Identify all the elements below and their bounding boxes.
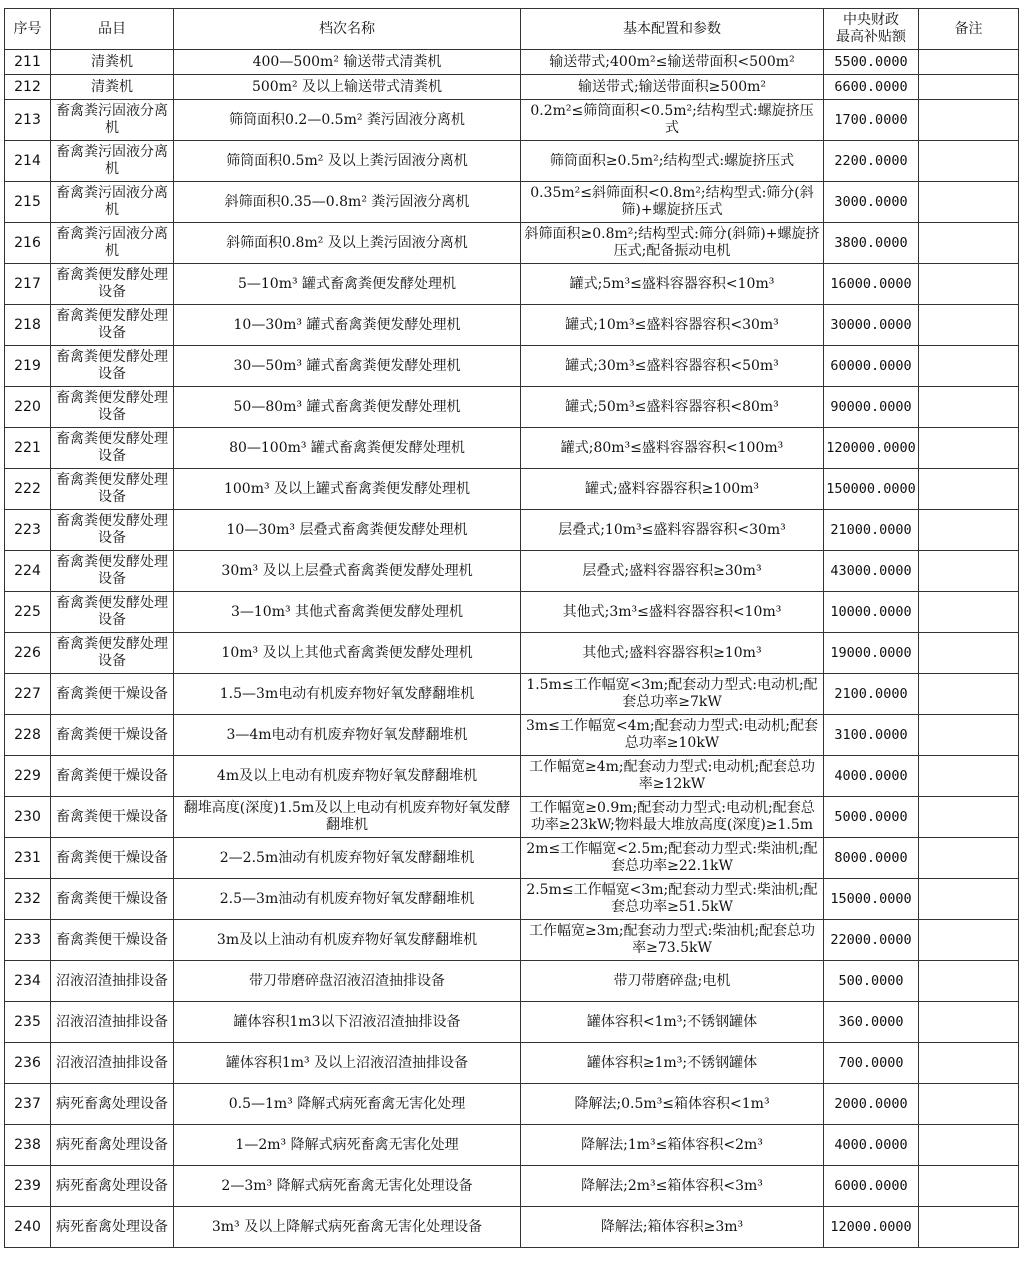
row-grade: 翻堆高度(深度)1.5m及以上电动有机废弃物好氧发酵翻堆机 bbox=[174, 797, 521, 838]
row-remark bbox=[919, 428, 1019, 469]
row-subsidy-amount: 500.0000 bbox=[824, 961, 919, 1002]
row-spec: 工作幅宽≥3m;配套动力型式:柴油机;配套总功率≥73.5kW bbox=[521, 920, 824, 961]
row-spec: 层叠式;盛料容器容积≥30m³ bbox=[521, 551, 824, 592]
row-seq: 219 bbox=[5, 346, 51, 387]
row-remark bbox=[919, 1166, 1019, 1207]
row-subsidy-amount: 16000.0000 bbox=[824, 264, 919, 305]
row-subsidy-amount: 21000.0000 bbox=[824, 510, 919, 551]
row-grade: 2.5—3m油动有机废弃物好氧发酵翻堆机 bbox=[174, 879, 521, 920]
row-spec: 降解法;2m³≤箱体容积<3m³ bbox=[521, 1166, 824, 1207]
row-item: 畜禽粪便干燥设备 bbox=[51, 879, 174, 920]
row-remark bbox=[919, 1002, 1019, 1043]
row-grade: 3—10m³ 其他式畜禽粪便发酵处理机 bbox=[174, 592, 521, 633]
table-row bbox=[5, 75, 1019, 100]
row-seq: 227 bbox=[5, 674, 51, 715]
row-item: 畜禽粪便干燥设备 bbox=[51, 797, 174, 838]
table-row bbox=[5, 674, 1019, 715]
row-item: 畜禽粪便发酵处理设备 bbox=[51, 305, 174, 346]
row-subsidy-amount: 12000.0000 bbox=[824, 1207, 919, 1248]
row-item: 畜禽粪便干燥设备 bbox=[51, 838, 174, 879]
row-grade: 2—3m³ 降解式病死畜禽无害化处理设备 bbox=[174, 1166, 521, 1207]
row-spec: 其他式;3m³≤盛料容器容积<10m³ bbox=[521, 592, 824, 633]
row-spec: 2m≤工作幅宽<2.5m;配套动力型式:柴油机;配套总功率≥22.1kW bbox=[521, 838, 824, 879]
row-subsidy-amount: 22000.0000 bbox=[824, 920, 919, 961]
row-seq: 239 bbox=[5, 1166, 51, 1207]
row-subsidy-amount: 19000.0000 bbox=[824, 633, 919, 674]
row-remark bbox=[919, 510, 1019, 551]
row-seq: 221 bbox=[5, 428, 51, 469]
row-spec: 罐式;盛料容器容积≥100m³ bbox=[521, 469, 824, 510]
row-remark bbox=[919, 920, 1019, 961]
row-subsidy-amount: 360.0000 bbox=[824, 1002, 919, 1043]
row-grade: 500m² 及以上输送带式清粪机 bbox=[174, 75, 521, 100]
row-grade: 带刀带磨碎盘沼液沼渣抽排设备 bbox=[174, 961, 521, 1002]
row-grade: 10m³ 及以上其他式畜禽粪便发酵处理机 bbox=[174, 633, 521, 674]
row-item: 沼液沼渣抽排设备 bbox=[51, 1043, 174, 1084]
row-remark bbox=[919, 715, 1019, 756]
row-grade: 3m³ 及以上降解式病死畜禽无害化处理设备 bbox=[174, 1207, 521, 1248]
row-item: 畜禽粪便发酵处理设备 bbox=[51, 428, 174, 469]
table-row bbox=[5, 469, 1019, 510]
header-spec: 基本配置和参数 bbox=[521, 9, 824, 50]
row-grade: 30m³ 及以上层叠式畜禽粪便发酵处理机 bbox=[174, 551, 521, 592]
table-row bbox=[5, 346, 1019, 387]
row-spec: 降解法;箱体容积≥3m³ bbox=[521, 1207, 824, 1248]
table-row bbox=[5, 961, 1019, 1002]
table-row bbox=[5, 100, 1019, 141]
header-subsidy bbox=[824, 9, 919, 50]
row-seq: 231 bbox=[5, 838, 51, 879]
row-spec: 罐式;5m³≤盛料容器容积<10m³ bbox=[521, 264, 824, 305]
row-subsidy-amount: 5000.0000 bbox=[824, 797, 919, 838]
row-subsidy-amount: 700.0000 bbox=[824, 1043, 919, 1084]
row-subsidy-amount: 10000.0000 bbox=[824, 592, 919, 633]
row-grade: 400—500m² 输送带式清粪机 bbox=[174, 50, 521, 75]
table-row bbox=[5, 264, 1019, 305]
table-row bbox=[5, 510, 1019, 551]
table-row bbox=[5, 920, 1019, 961]
row-item: 沼液沼渣抽排设备 bbox=[51, 1002, 174, 1043]
table-row bbox=[5, 838, 1019, 879]
row-grade: 4m及以上电动有机废弃物好氧发酵翻堆机 bbox=[174, 756, 521, 797]
row-remark bbox=[919, 100, 1019, 141]
row-remark bbox=[919, 838, 1019, 879]
row-spec: 3m≤工作幅宽<4m;配套动力型式:电动机;配套总功率≥10kW bbox=[521, 715, 824, 756]
header-row bbox=[5, 9, 1019, 50]
row-spec: 2.5m≤工作幅宽<3m;配套动力型式:柴油机;配套总功率≥51.5kW bbox=[521, 879, 824, 920]
header-seq: 序号 bbox=[5, 9, 51, 50]
row-seq: 222 bbox=[5, 469, 51, 510]
row-spec: 罐体容积<1m³;不锈钢罐体 bbox=[521, 1002, 824, 1043]
row-spec: 工作幅宽≥0.9m;配套动力型式:电动机;配套总功率≥23kW;物料最大堆放高度(深度)≥1.5m bbox=[521, 797, 824, 838]
row-subsidy-amount: 4000.0000 bbox=[824, 1125, 919, 1166]
row-remark bbox=[919, 141, 1019, 182]
row-seq: 228 bbox=[5, 715, 51, 756]
row-grade: 80—100m³ 罐式畜禽粪便发酵处理机 bbox=[174, 428, 521, 469]
row-grade: 2—2.5m油动有机废弃物好氧发酵翻堆机 bbox=[174, 838, 521, 879]
row-subsidy-amount: 4000.0000 bbox=[824, 756, 919, 797]
row-item: 畜禽粪污固液分离机 bbox=[51, 141, 174, 182]
row-subsidy-amount: 2100.0000 bbox=[824, 674, 919, 715]
row-remark bbox=[919, 223, 1019, 264]
row-seq: 234 bbox=[5, 961, 51, 1002]
row-subsidy-amount: 15000.0000 bbox=[824, 879, 919, 920]
table-row bbox=[5, 1084, 1019, 1125]
row-grade: 1.5—3m电动有机废弃物好氧发酵翻堆机 bbox=[174, 674, 521, 715]
row-item: 病死畜禽处理设备 bbox=[51, 1125, 174, 1166]
row-subsidy-amount: 8000.0000 bbox=[824, 838, 919, 879]
header-subsidy-line1: 中央财政 bbox=[843, 12, 899, 28]
row-remark bbox=[919, 797, 1019, 838]
row-subsidy-amount: 6600.0000 bbox=[824, 75, 919, 100]
row-spec: 罐体容积≥1m³;不锈钢罐体 bbox=[521, 1043, 824, 1084]
row-seq: 230 bbox=[5, 797, 51, 838]
table-row bbox=[5, 182, 1019, 223]
row-grade: 罐体容积1m³ 及以上沼液沼渣抽排设备 bbox=[174, 1043, 521, 1084]
row-seq: 238 bbox=[5, 1125, 51, 1166]
row-item: 清粪机 bbox=[51, 75, 174, 100]
row-spec: 罐式;80m³≤盛料容器容积<100m³ bbox=[521, 428, 824, 469]
row-subsidy-amount: 60000.0000 bbox=[824, 346, 919, 387]
row-seq: 215 bbox=[5, 182, 51, 223]
row-subsidy-amount: 90000.0000 bbox=[824, 387, 919, 428]
row-item: 畜禽粪便发酵处理设备 bbox=[51, 592, 174, 633]
row-seq: 225 bbox=[5, 592, 51, 633]
table-row bbox=[5, 551, 1019, 592]
row-seq: 220 bbox=[5, 387, 51, 428]
table-row bbox=[5, 715, 1019, 756]
row-subsidy-amount: 3000.0000 bbox=[824, 182, 919, 223]
row-spec: 0.35m²≤斜筛面积<0.8m²;结构型式:筛分(斜筛)+螺旋挤压式 bbox=[521, 182, 824, 223]
table-row bbox=[5, 1166, 1019, 1207]
row-spec: 输送带式;输送带面积≥500m² bbox=[521, 75, 824, 100]
row-seq: 233 bbox=[5, 920, 51, 961]
table-row bbox=[5, 1002, 1019, 1043]
row-seq: 216 bbox=[5, 223, 51, 264]
row-grade: 0.5—1m³ 降解式病死畜禽无害化处理 bbox=[174, 1084, 521, 1125]
row-grade: 10—30m³ 层叠式畜禽粪便发酵处理机 bbox=[174, 510, 521, 551]
row-grade: 50—80m³ 罐式畜禽粪便发酵处理机 bbox=[174, 387, 521, 428]
table-row bbox=[5, 223, 1019, 264]
row-seq: 237 bbox=[5, 1084, 51, 1125]
row-seq: 213 bbox=[5, 100, 51, 141]
row-remark bbox=[919, 50, 1019, 75]
row-grade: 5—10m³ 罐式畜禽粪便发酵处理机 bbox=[174, 264, 521, 305]
table-body bbox=[5, 50, 1019, 1248]
header-subsidy-line2: 最高补贴额 bbox=[836, 29, 906, 45]
row-item: 畜禽粪便发酵处理设备 bbox=[51, 469, 174, 510]
row-seq: 235 bbox=[5, 1002, 51, 1043]
table-row bbox=[5, 50, 1019, 75]
row-subsidy-amount: 2200.0000 bbox=[824, 141, 919, 182]
row-item: 畜禽粪便发酵处理设备 bbox=[51, 510, 174, 551]
row-subsidy-amount: 150000.0000 bbox=[824, 469, 919, 510]
row-remark bbox=[919, 961, 1019, 1002]
row-remark bbox=[919, 756, 1019, 797]
header-grade: 档次名称 bbox=[174, 9, 521, 50]
table-row bbox=[5, 879, 1019, 920]
row-spec: 1.5m≤工作幅宽<3m;配套动力型式:电动机;配套总功率≥7kW bbox=[521, 674, 824, 715]
header-item: 品目 bbox=[51, 9, 174, 50]
row-grade: 筛筒面积0.5m² 及以上粪污固液分离机 bbox=[174, 141, 521, 182]
row-remark bbox=[919, 305, 1019, 346]
row-grade: 筛筒面积0.2—0.5m² 粪污固液分离机 bbox=[174, 100, 521, 141]
table-header bbox=[5, 9, 1019, 50]
table-row bbox=[5, 756, 1019, 797]
row-grade: 1—2m³ 降解式病死畜禽无害化处理 bbox=[174, 1125, 521, 1166]
table-row bbox=[5, 1125, 1019, 1166]
row-subsidy-amount: 3100.0000 bbox=[824, 715, 919, 756]
row-spec: 工作幅宽≥4m;配套动力型式:电动机;配套总功率≥12kW bbox=[521, 756, 824, 797]
row-seq: 211 bbox=[5, 50, 51, 75]
row-subsidy-amount: 120000.0000 bbox=[824, 428, 919, 469]
row-item: 畜禽粪便发酵处理设备 bbox=[51, 264, 174, 305]
row-item: 畜禽粪便发酵处理设备 bbox=[51, 346, 174, 387]
row-remark bbox=[919, 1043, 1019, 1084]
row-grade: 3m及以上油动有机废弃物好氧发酵翻堆机 bbox=[174, 920, 521, 961]
row-seq: 223 bbox=[5, 510, 51, 551]
row-spec: 罐式;50m³≤盛料容器容积<80m³ bbox=[521, 387, 824, 428]
row-grade: 斜筛面积0.35—0.8m² 粪污固液分离机 bbox=[174, 182, 521, 223]
row-item: 清粪机 bbox=[51, 50, 174, 75]
row-subsidy-amount: 30000.0000 bbox=[824, 305, 919, 346]
row-seq: 214 bbox=[5, 141, 51, 182]
row-item: 畜禽粪便干燥设备 bbox=[51, 674, 174, 715]
row-seq: 217 bbox=[5, 264, 51, 305]
row-item: 畜禽粪便发酵处理设备 bbox=[51, 551, 174, 592]
row-spec: 筛筒面积≥0.5m²;结构型式:螺旋挤压式 bbox=[521, 141, 824, 182]
table-row bbox=[5, 387, 1019, 428]
row-remark bbox=[919, 1207, 1019, 1248]
row-subsidy-amount: 3800.0000 bbox=[824, 223, 919, 264]
row-seq: 229 bbox=[5, 756, 51, 797]
row-seq: 236 bbox=[5, 1043, 51, 1084]
row-remark bbox=[919, 1125, 1019, 1166]
row-item: 畜禽粪便发酵处理设备 bbox=[51, 387, 174, 428]
row-grade: 罐体容积1m3以下沼液沼渣抽排设备 bbox=[174, 1002, 521, 1043]
subsidy-table bbox=[4, 8, 1019, 1248]
row-item: 沼液沼渣抽排设备 bbox=[51, 961, 174, 1002]
row-remark bbox=[919, 264, 1019, 305]
row-remark bbox=[919, 592, 1019, 633]
row-item: 畜禽粪便干燥设备 bbox=[51, 715, 174, 756]
row-item: 畜禽粪便干燥设备 bbox=[51, 756, 174, 797]
row-seq: 240 bbox=[5, 1207, 51, 1248]
row-spec: 带刀带磨碎盘;电机 bbox=[521, 961, 824, 1002]
row-grade: 斜筛面积0.8m² 及以上粪污固液分离机 bbox=[174, 223, 521, 264]
row-item: 病死畜禽处理设备 bbox=[51, 1166, 174, 1207]
row-item: 畜禽粪污固液分离机 bbox=[51, 223, 174, 264]
table-row bbox=[5, 141, 1019, 182]
table-row bbox=[5, 428, 1019, 469]
row-remark bbox=[919, 633, 1019, 674]
row-remark bbox=[919, 674, 1019, 715]
table-row bbox=[5, 797, 1019, 838]
row-seq: 226 bbox=[5, 633, 51, 674]
row-item: 病死畜禽处理设备 bbox=[51, 1207, 174, 1248]
row-item: 畜禽粪便干燥设备 bbox=[51, 920, 174, 961]
row-remark bbox=[919, 879, 1019, 920]
row-grade: 3—4m电动有机废弃物好氧发酵翻堆机 bbox=[174, 715, 521, 756]
row-spec: 降解法;1m³≤箱体容积<2m³ bbox=[521, 1125, 824, 1166]
row-remark bbox=[919, 469, 1019, 510]
row-grade: 100m³ 及以上罐式畜禽粪便发酵处理机 bbox=[174, 469, 521, 510]
row-subsidy-amount: 2000.0000 bbox=[824, 1084, 919, 1125]
table-row bbox=[5, 305, 1019, 346]
row-subsidy-amount: 1700.0000 bbox=[824, 100, 919, 141]
row-spec: 其他式;盛料容器容积≥10m³ bbox=[521, 633, 824, 674]
header-remark: 备注 bbox=[919, 9, 1019, 50]
row-seq: 232 bbox=[5, 879, 51, 920]
row-remark bbox=[919, 182, 1019, 223]
row-remark bbox=[919, 551, 1019, 592]
row-spec: 降解法;0.5m³≤箱体容积<1m³ bbox=[521, 1084, 824, 1125]
table-row bbox=[5, 1207, 1019, 1248]
table-row bbox=[5, 1043, 1019, 1084]
row-seq: 212 bbox=[5, 75, 51, 100]
row-subsidy-amount: 43000.0000 bbox=[824, 551, 919, 592]
row-item: 畜禽粪便发酵处理设备 bbox=[51, 633, 174, 674]
row-spec: 层叠式;10m³≤盛料容器容积<30m³ bbox=[521, 510, 824, 551]
row-item: 畜禽粪污固液分离机 bbox=[51, 100, 174, 141]
row-spec: 0.2m²≤筛筒面积<0.5m²;结构型式:螺旋挤压式 bbox=[521, 100, 824, 141]
row-remark bbox=[919, 387, 1019, 428]
row-remark bbox=[919, 346, 1019, 387]
row-seq: 218 bbox=[5, 305, 51, 346]
row-remark bbox=[919, 1084, 1019, 1125]
table-row bbox=[5, 633, 1019, 674]
row-item: 病死畜禽处理设备 bbox=[51, 1084, 174, 1125]
row-spec: 输送带式;400m²≤输送带面积<500m² bbox=[521, 50, 824, 75]
row-spec: 罐式;10m³≤盛料容器容积<30m³ bbox=[521, 305, 824, 346]
row-subsidy-amount: 6000.0000 bbox=[824, 1166, 919, 1207]
row-item: 畜禽粪污固液分离机 bbox=[51, 182, 174, 223]
row-spec: 罐式;30m³≤盛料容器容积<50m³ bbox=[521, 346, 824, 387]
row-grade: 10—30m³ 罐式畜禽粪便发酵处理机 bbox=[174, 305, 521, 346]
row-seq: 224 bbox=[5, 551, 51, 592]
row-remark bbox=[919, 75, 1019, 100]
row-grade: 30—50m³ 罐式畜禽粪便发酵处理机 bbox=[174, 346, 521, 387]
table-row bbox=[5, 592, 1019, 633]
row-subsidy-amount: 5500.0000 bbox=[824, 50, 919, 75]
row-spec: 斜筛面积≥0.8m²;结构型式:筛分(斜筛)+螺旋挤压式;配备振动电机 bbox=[521, 223, 824, 264]
